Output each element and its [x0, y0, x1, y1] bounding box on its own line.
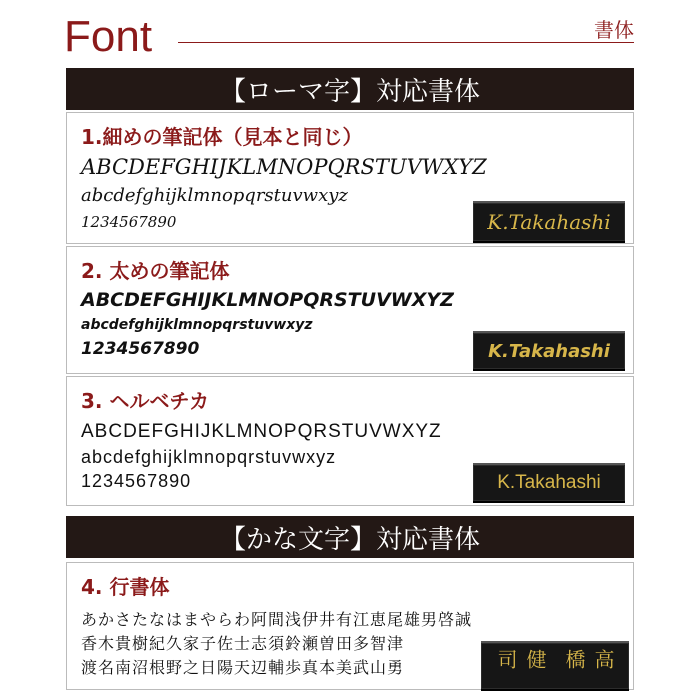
- section-title: 2. 太めの筆記体: [81, 259, 230, 283]
- lowercase-sample: abcdefghijklmnopqrstuvwxyz: [81, 447, 337, 467]
- kana-kanji-line-3: 渡名南沼根野之日陽天辺輔歩真本美武山勇: [81, 658, 405, 677]
- nameplate-sample: K.Takahashi: [473, 331, 625, 371]
- roman-font-banner: 【ローマ字】対応書体: [66, 68, 634, 110]
- section-title: 3. ヘルベチカ: [81, 389, 210, 413]
- uppercase-sample: ABCDEFGHIJKLMNOPQRSTUVWXYZ: [81, 421, 442, 442]
- digits-sample: 1234567890: [81, 471, 192, 491]
- kana-kanji-line-2: 香木貴樹紀久家子佐士志須鈴瀬曽田多智津: [81, 634, 405, 653]
- nameplate-sample-vertical: [481, 641, 629, 691]
- kana-kanji-line-1: あかさたなはまやらわ阿間浅伊井有江恵尾雄男啓誠: [81, 610, 473, 629]
- lowercase-sample: abcdefghijklmnopqrstuvwxyz: [81, 317, 313, 333]
- nameplate-column-given-name: 健司: [494, 649, 547, 673]
- page-title: Font: [64, 12, 153, 61]
- font-section-bold-script: [66, 246, 634, 374]
- digits-sample: 1234567890: [81, 339, 200, 359]
- nameplate-sample: K.Takahashi: [473, 201, 625, 243]
- font-section-thin-script: [66, 112, 634, 244]
- lowercase-sample: abcdefghijklmnopqrstuvwxyz: [81, 185, 348, 206]
- nameplate-sample: K.Takahashi: [473, 463, 625, 503]
- kana-font-banner: 【かな文字】対応書体: [66, 516, 634, 558]
- uppercase-sample: ABCDEFGHIJKLMNOPQRSTUVWXYZ: [81, 289, 454, 311]
- font-section-gyosho: [66, 562, 634, 690]
- page-subtitle: 書体: [594, 18, 634, 42]
- uppercase-sample: ABCDEFGHIJKLMNOPQRSTUVWXYZ: [81, 155, 487, 179]
- section-title: 1.細めの筆記体（見本と同じ）: [81, 125, 363, 149]
- digits-sample: 1234567890: [81, 213, 177, 231]
- section-title: 4. 行書体: [81, 575, 170, 599]
- nameplate-column-surname: 高橋: [562, 649, 615, 673]
- header-divider: [178, 42, 634, 43]
- font-section-helvetica: [66, 376, 634, 506]
